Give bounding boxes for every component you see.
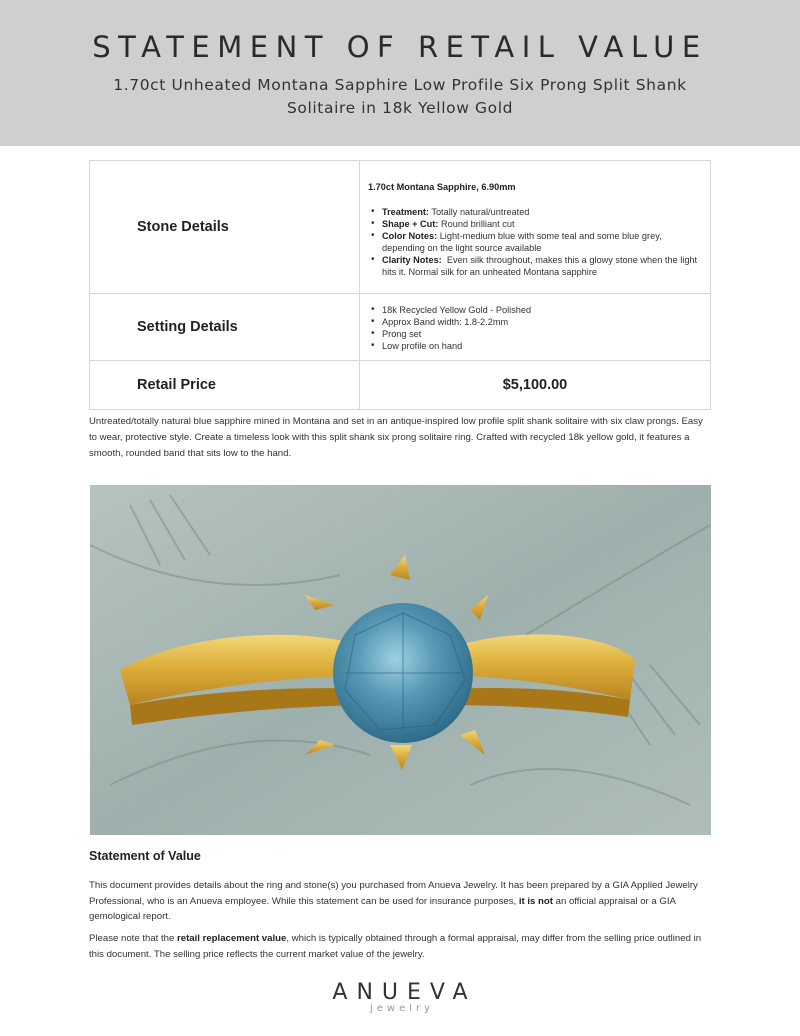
header-banner xyxy=(0,0,800,146)
retail-price-label: Retail Price xyxy=(90,361,360,410)
statement-paragraph-2: Please note that the retail replacement value, which is typically obtained through a formal appraisal, may differ from the selling price outlined in this document. The selling price reflects the current market value of the jewelry. xyxy=(89,933,702,960)
stone-details-content xyxy=(360,161,711,294)
stone-detail-color: • Color Notes: Light-medium blue with some teal and some blue grey, depending on the light source available xyxy=(368,230,702,254)
setting-detail-item: • Prong set xyxy=(368,328,702,340)
statement-paragraph-1: This document provides details about the ring and stone(s) you purchased from Anueva Jewelry. It has been prepared by a GIA Applied Jewelry Professional, who is an Anueva employee. While this statement can be used for insurance purposes, it is not an official appraisal or a GIA gemological report. xyxy=(89,880,698,922)
stone-details-list xyxy=(368,206,702,278)
statement-of-value-heading: Statement of Value xyxy=(89,849,201,863)
anueva-logo xyxy=(0,980,800,1014)
product-description: Untreated/totally natural blue sapphire mined in Montana and set in an antique-inspired low profile split shank solitaire with six claw prongs. Easy to wear, protective style. Create a timeless look with this split shank six prong solitaire ring. Crafted with recycled 18k yellow gold, it features a smooth, rounded band that sits low to the hand. xyxy=(89,416,703,459)
retail-price-value: $5,100.00 xyxy=(360,361,711,410)
stone-detail-treatment: • Treatment: Totally natural/untreated xyxy=(368,206,702,218)
stone-detail-clarity: • Clarity Notes: Even silk throughout, makes this a glowy stone when the light hits it. Normal silk for an unheated Montana sapphire xyxy=(368,254,702,278)
setting-details-list xyxy=(368,304,702,352)
retail-price-row xyxy=(90,361,711,410)
stone-heading: 1.70ct Montana Sapphire, 6.90mm xyxy=(368,181,516,192)
setting-details-label: Setting Details xyxy=(90,294,360,361)
page-title: STATEMENT OF RETAIL VALUE xyxy=(92,30,708,64)
details-table xyxy=(89,160,711,410)
ring-illustration xyxy=(90,485,711,835)
logo-subtitle: jewelry xyxy=(369,1003,435,1014)
stone-details-label: Stone Details xyxy=(90,161,360,294)
ring-photo xyxy=(90,485,711,835)
setting-detail-item: • Approx Band width: 1.8-2.2mm xyxy=(368,316,702,328)
setting-details-row xyxy=(90,294,711,361)
logo-brand: ANUEVA xyxy=(332,980,477,1005)
stone-details-row xyxy=(90,161,711,294)
setting-detail-item: • Low profile on hand xyxy=(368,340,702,352)
setting-details-content xyxy=(360,294,711,361)
setting-detail-item: • 18k Recycled Yellow Gold - Polished xyxy=(368,304,702,316)
page-subtitle: 1.70ct Unheated Montana Sapphire Low Profile Six Prong Split Shank Solitaire in 18k Yellow Gold xyxy=(113,76,687,117)
stone-detail-shape: • Shape + Cut: Round brilliant cut xyxy=(368,218,702,230)
